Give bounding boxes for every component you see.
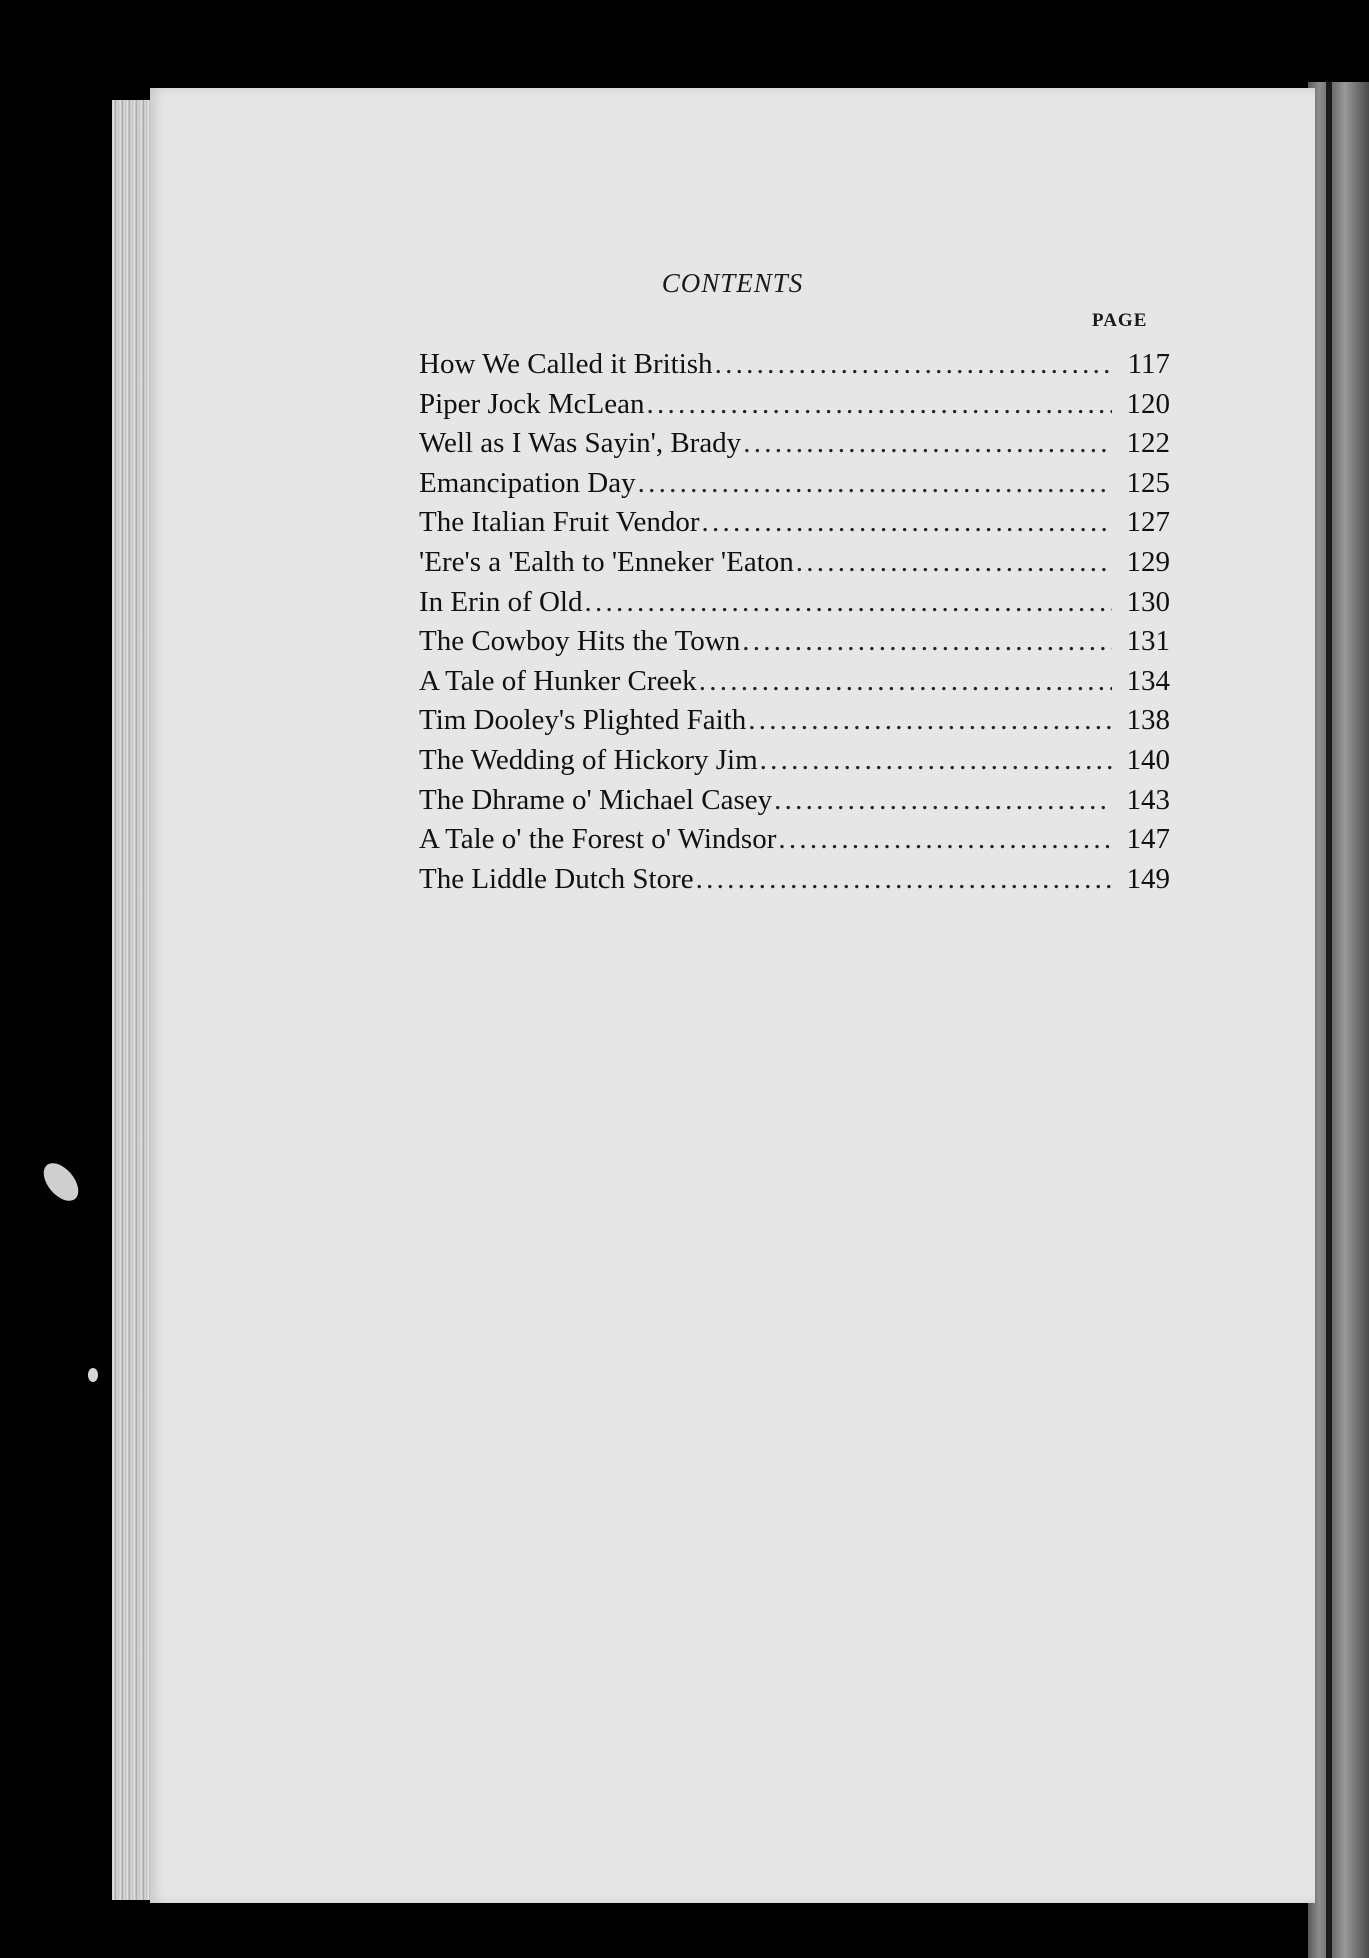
toc-entry-page: 129 — [1126, 545, 1170, 578]
toc-entry-page: 131 — [1126, 625, 1170, 658]
toc-entry-title: Emancipation Day — [419, 466, 636, 499]
toc-entry-page: 125 — [1126, 466, 1170, 499]
toc-entry-page: 117 — [1127, 348, 1170, 380]
binding-shadow — [1326, 82, 1332, 1958]
toc-entry-title: 'Ere's a 'Ealth to 'Enneker 'Eaton — [419, 545, 794, 578]
toc-entry-page: 130 — [1126, 585, 1170, 618]
page-column-label: PAGE — [1092, 310, 1148, 331]
toc-entry-page: 140 — [1126, 743, 1170, 776]
toc-entry — [419, 348, 1170, 388]
dot-leader — [760, 744, 1112, 777]
toc-entry-title: A Tale o' the Forest o' Windsor — [419, 823, 777, 856]
toc-entry — [419, 665, 1170, 705]
toc-entry — [419, 467, 1170, 507]
toc-entry-page: 134 — [1126, 664, 1170, 697]
dot-leader — [778, 823, 1112, 856]
dot-leader — [715, 348, 1112, 381]
toc-entry — [419, 388, 1170, 428]
toc-entry — [419, 863, 1170, 903]
toc-entry-title: In Erin of Old — [419, 585, 583, 618]
dot-leader — [748, 704, 1112, 737]
dot-leader — [742, 625, 1112, 658]
toc-entry — [419, 784, 1170, 824]
dot-leader — [699, 665, 1112, 698]
toc-entry-title: The Liddle Dutch Store — [419, 862, 694, 895]
facing-page-edge — [1308, 82, 1369, 1958]
dot-leader — [743, 427, 1112, 460]
dot-leader — [774, 784, 1112, 817]
toc-entry-title: A Tale of Hunker Creek — [419, 664, 697, 697]
toc-entry — [419, 744, 1170, 784]
toc-entry — [419, 704, 1170, 744]
toc-entry-title: The Wedding of Hickory Jim — [419, 743, 758, 776]
toc-entry — [419, 586, 1170, 626]
dot-leader — [638, 467, 1112, 500]
dot-leader — [647, 388, 1113, 421]
toc-entry-title: The Cowboy Hits the Town — [419, 625, 741, 658]
toc-entry-title: How We Called it British — [419, 348, 713, 380]
toc-entry — [419, 506, 1170, 546]
contents-heading: CONTENTS — [661, 268, 804, 298]
toc-entry-title: Well as I Was Sayin', Brady — [419, 427, 742, 460]
toc-entry-page: 120 — [1126, 387, 1170, 420]
scan-artifact — [88, 1368, 98, 1382]
toc-entry-page: 127 — [1126, 506, 1170, 539]
toc-entry-page: 122 — [1126, 427, 1170, 460]
toc-entry-title: Piper Jock McLean — [419, 387, 645, 420]
toc-entry-title: Tim Dooley's Plighted Faith — [419, 704, 747, 737]
dot-leader — [585, 586, 1113, 619]
toc-entry-page: 143 — [1126, 783, 1170, 816]
dot-leader — [796, 546, 1112, 579]
toc-entry-page: 149 — [1126, 862, 1170, 895]
book-page — [150, 88, 1315, 1903]
dot-leader — [702, 506, 1112, 539]
toc-entry — [419, 546, 1170, 586]
toc-entry-title: The Dhrame o' Michael Casey — [419, 783, 773, 816]
toc-entry-page: 147 — [1126, 823, 1170, 856]
toc-entry-title: The Italian Fruit Vendor — [419, 506, 700, 539]
toc-entry — [419, 823, 1170, 863]
table-of-contents — [419, 348, 1170, 902]
scan-artifact — [37, 1157, 85, 1207]
toc-entry — [419, 625, 1170, 665]
toc-entry-page: 138 — [1126, 704, 1170, 737]
toc-entry — [419, 427, 1170, 467]
dot-leader — [696, 863, 1112, 896]
